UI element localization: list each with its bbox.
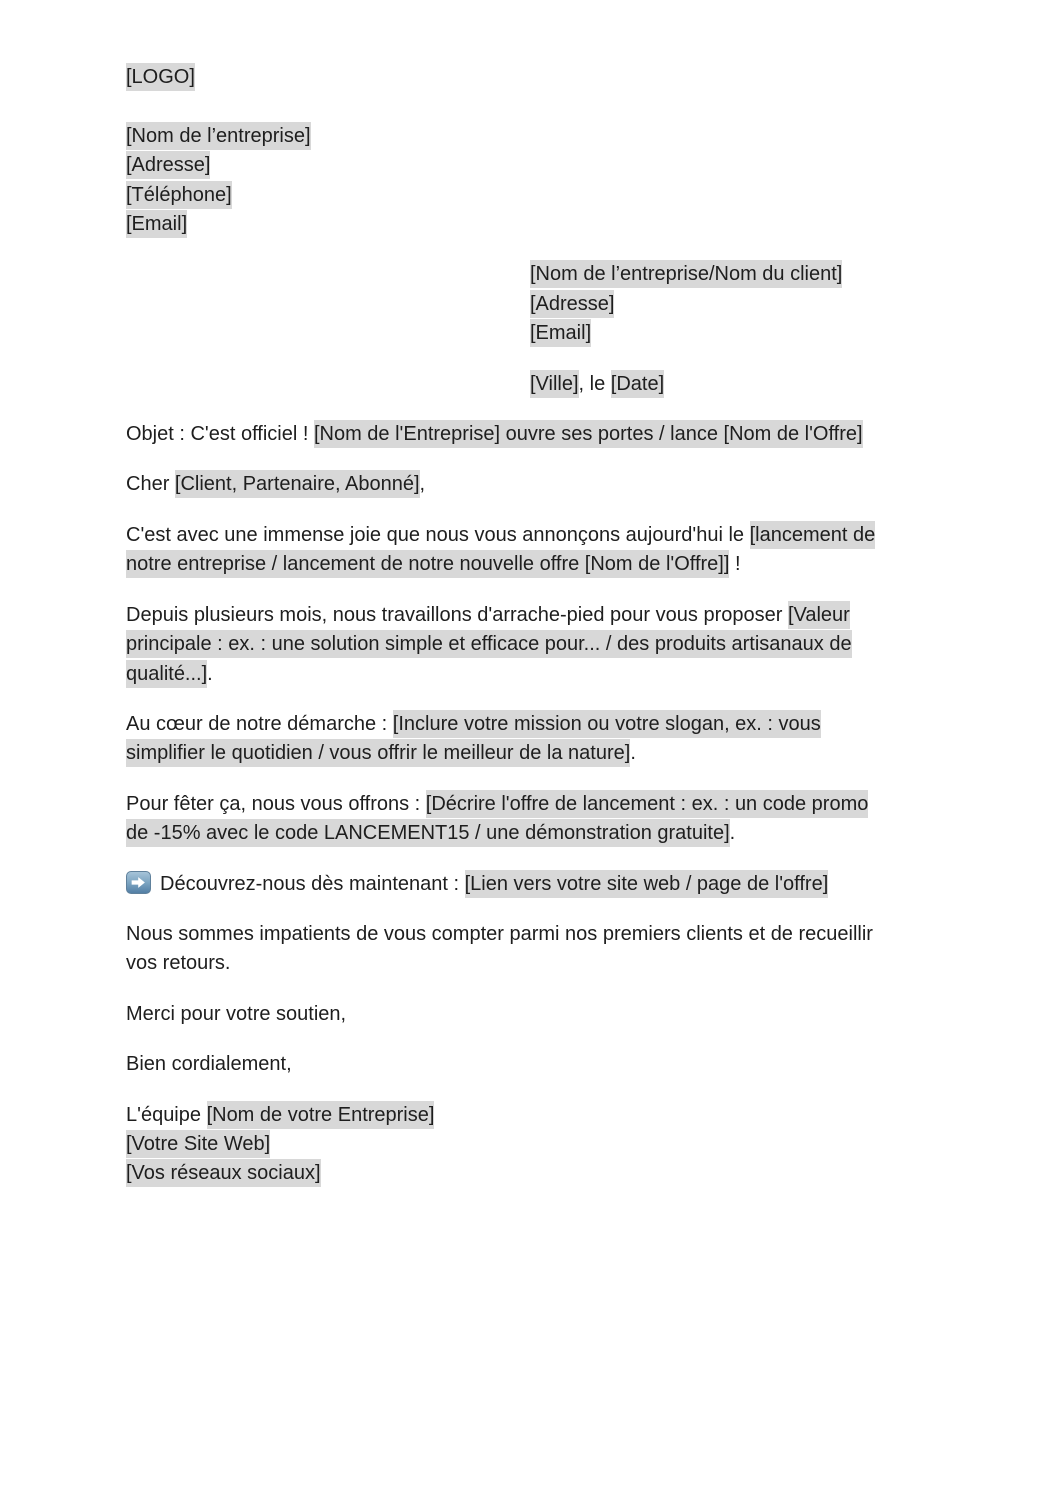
- text-line: [126, 420, 960, 449]
- placeholder-highlight: [Nom de l'Entreprise] ouvre ses portes / lance [Nom de l'Offre]: [314, 420, 863, 448]
- placeholder-highlight: principale : ex. : une solution simple et efficace pour... / des produits artisanaux de: [126, 630, 852, 658]
- text-line: [530, 370, 960, 399]
- placeholder-highlight: [Nom de votre Entreprise]: [207, 1101, 435, 1129]
- letter-text: .: [207, 662, 213, 685]
- text-line: [126, 949, 960, 978]
- letter-text: Pour fêter ça, nous vous offrons :: [126, 792, 426, 815]
- letter-text: Objet : C'est officiel !: [126, 423, 314, 446]
- placeholder-highlight: [Adresse]: [530, 290, 614, 318]
- letter-text: , le: [578, 372, 611, 395]
- text-line: [126, 521, 960, 550]
- placeholder-highlight: [Vos réseaux sociaux]: [126, 1159, 321, 1187]
- text-line: [126, 1000, 960, 1029]
- text-line: [126, 630, 960, 659]
- placeholder-highlight: [Adresse]: [126, 151, 210, 179]
- text-line: [126, 660, 960, 689]
- text-line: [126, 151, 960, 180]
- placeholder-highlight: [Lien vers votre site web / page de l'offre]: [465, 870, 829, 898]
- paragraph-mission-paragraph: [126, 710, 960, 769]
- letter-text: Bien cordialement,: [126, 1053, 292, 1076]
- letter-text: vos retours.: [126, 952, 231, 975]
- paragraph-value-paragraph: [126, 601, 960, 689]
- text-line: [126, 1101, 960, 1130]
- letter-text: L'équipe: [126, 1103, 207, 1126]
- placeholder-highlight: [Valeur: [788, 601, 850, 629]
- letter-text: Cher: [126, 473, 175, 496]
- letter-text: !: [729, 553, 741, 576]
- text-line: [126, 550, 960, 579]
- placeholder-highlight: [Client, Partenaire, Abonné]: [175, 470, 420, 498]
- placeholder-highlight: simplifier le quotidien / vous offrir le meilleur de la nature]: [126, 739, 630, 767]
- text-line: [530, 290, 960, 319]
- letter-text: .: [630, 742, 636, 765]
- text-line: [126, 1050, 960, 1079]
- arrow-right-icon: [126, 871, 151, 894]
- placeholder-highlight: [Ville]: [530, 370, 579, 398]
- text-line: [126, 710, 960, 739]
- text-line: [126, 819, 960, 848]
- paragraph-salutation: [126, 470, 960, 499]
- paragraph-place-date-line: [530, 370, 960, 399]
- placeholder-highlight: notre entreprise / lancement de notre nouvelle offre [Nom de l'Offre]]: [126, 550, 729, 578]
- text-line: [530, 319, 960, 348]
- text-line: [126, 739, 960, 768]
- placeholder-highlight: [Téléphone]: [126, 181, 232, 209]
- placeholder-highlight: [Décrire l'offre de lancement : ex. : un code promo: [426, 790, 869, 818]
- text-line: [126, 181, 960, 210]
- placeholder-highlight: qualité...]: [126, 660, 207, 688]
- paragraph-signature-block: [126, 1101, 960, 1189]
- text-line: [126, 1130, 960, 1159]
- text-line: [126, 1159, 960, 1188]
- placeholder-highlight: [Date]: [611, 370, 664, 398]
- text-line: [126, 470, 960, 499]
- text-line: [126, 122, 960, 151]
- paragraph-regards-line: [126, 1050, 960, 1079]
- paragraph-cta-line: [126, 870, 960, 899]
- letter-text: C'est avec une immense joie que nous vous annonçons aujourd'hui le: [126, 523, 750, 546]
- text-line: [126, 870, 960, 899]
- letter-text: Depuis plusieurs mois, nous travaillons d'arrache-pied pour vous proposer: [126, 603, 788, 626]
- letter-text: .: [729, 822, 736, 845]
- paragraph-thanks-line: [126, 1000, 960, 1029]
- paragraph-announcement-paragraph: [126, 521, 960, 580]
- text-line: [126, 920, 960, 949]
- placeholder-highlight: [Email]: [126, 210, 187, 238]
- letter-text: Découvrez-nous dès maintenant :: [160, 872, 465, 895]
- text-line: [530, 260, 960, 289]
- text-line: [126, 92, 960, 121]
- placeholder-highlight: [Inclure votre mission ou votre slogan, ex. : vous: [393, 710, 821, 738]
- placeholder-highlight: [Votre Site Web]: [126, 1130, 270, 1158]
- paragraph-subject-line: [126, 420, 960, 449]
- placeholder-highlight: [Nom de l’entreprise/Nom du client]: [530, 260, 842, 288]
- letter-text: Au cœur de notre démarche :: [126, 712, 393, 735]
- paragraph-recipient-block: [530, 260, 960, 348]
- letter-text: Nous sommes impatients de vous compter parmi nos premiers clients et de recueillir: [126, 922, 873, 945]
- placeholder-highlight: [Email]: [530, 319, 591, 347]
- paragraph-closing-paragraph: [126, 920, 960, 979]
- placeholder-highlight: de -15% avec le code LANCEMENT15 / une démonstration gratuite]: [126, 819, 730, 847]
- text-line: [126, 601, 960, 630]
- letter-text: ,: [419, 473, 426, 496]
- text-line: [126, 790, 960, 819]
- text-line: [126, 210, 960, 239]
- placeholder-highlight: [lancement de: [750, 521, 876, 549]
- placeholder-highlight: [LOGO]: [126, 63, 195, 91]
- text-line: [126, 63, 960, 92]
- placeholder-highlight: [Nom de l’entreprise]: [126, 122, 311, 150]
- paragraph-sender-block: [126, 63, 960, 239]
- letter-text: Merci pour votre soutien,: [126, 1002, 347, 1025]
- paragraph-offer-paragraph: [126, 790, 960, 849]
